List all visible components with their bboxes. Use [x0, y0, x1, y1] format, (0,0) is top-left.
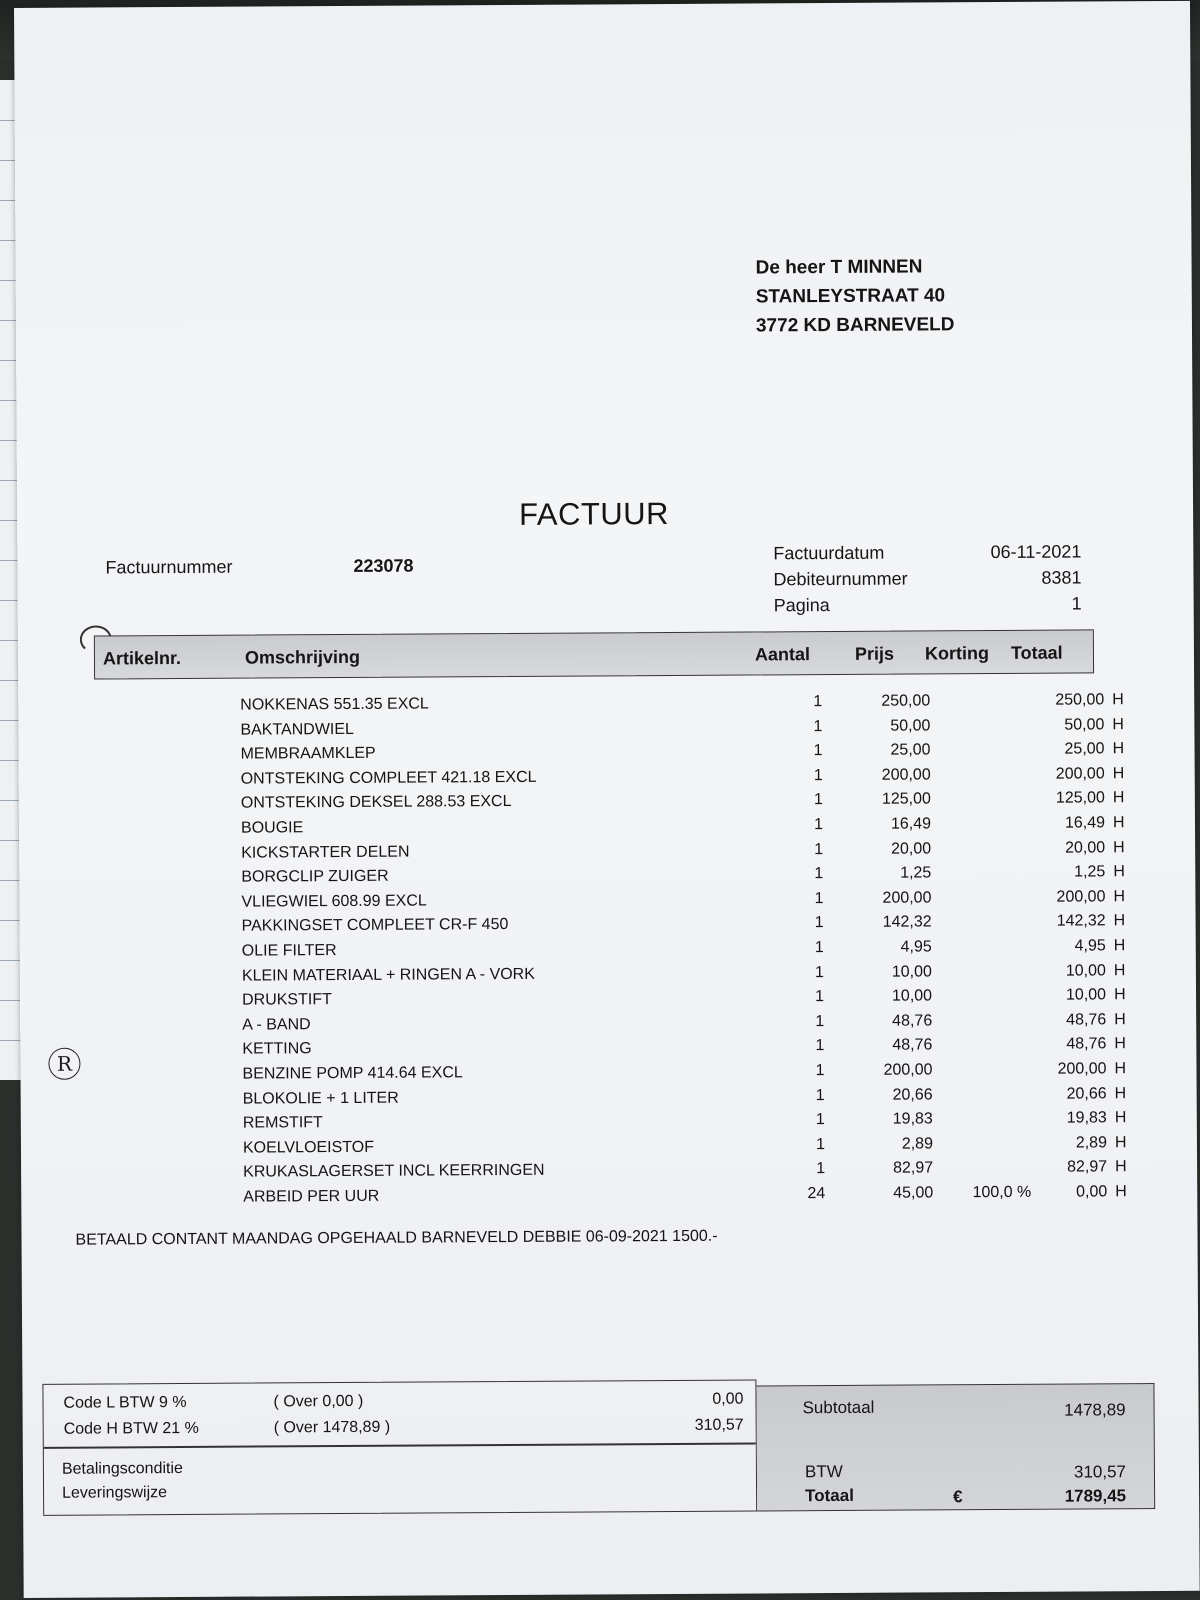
- item-price: 45,00: [893, 1184, 934, 1202]
- item-description: OLIE FILTER: [241, 941, 337, 960]
- payment-condition-label: Betalingsconditie: [61, 1459, 183, 1478]
- item-quantity: 1: [814, 963, 824, 981]
- item-quantity: 1: [813, 791, 823, 809]
- item-price: 20,00: [891, 839, 932, 858]
- item-description: BENZINE POMP 414.64 EXCL: [242, 1064, 463, 1083]
- item-quantity: 24: [807, 1184, 826, 1203]
- item-total: 2,89: [1075, 1134, 1108, 1152]
- item-quantity: 1: [813, 717, 823, 735]
- item-quantity: 1: [814, 816, 824, 834]
- page-number: 1: [1071, 593, 1082, 614]
- item-description: PAKKINGSET COMPLEET CR-F 450: [241, 916, 509, 935]
- invoice-meta: [773, 541, 1081, 621]
- item-vat-code: H: [1112, 814, 1125, 832]
- page-label: Pagina: [773, 595, 830, 616]
- item-vat-code: H: [1112, 691, 1124, 709]
- item-quantity: 1: [814, 914, 824, 932]
- item-total: 82,97: [1067, 1158, 1108, 1176]
- page-row: [774, 593, 1082, 621]
- item-quantity: 1: [815, 1061, 825, 1080]
- item-quantity: 1: [816, 1160, 826, 1178]
- item-total: 20,66: [1066, 1084, 1107, 1103]
- debtor-row: [773, 567, 1081, 595]
- invoice-sheet: [14, 1, 1200, 1598]
- item-quantity: 1: [814, 865, 824, 883]
- invoice-date: 06-11-2021: [990, 541, 1082, 563]
- item-price: 200,00: [883, 1061, 933, 1079]
- item-total: 200,00: [1056, 888, 1106, 906]
- total-label: Totaal: [805, 1485, 854, 1506]
- item-price: 1,25: [900, 864, 932, 882]
- item-total: 48,76: [1066, 1011, 1107, 1029]
- item-description: ARBEID PER UUR: [243, 1187, 380, 1206]
- item-description: BLOKOLIE + 1 LITER: [242, 1089, 399, 1108]
- item-price: 125,00: [881, 790, 931, 809]
- item-description: ONTSTEKING DEKSEL 288.53 EXCL: [240, 793, 512, 813]
- item-description: BAKTANDWIEL: [240, 720, 354, 739]
- line-items: [18, 689, 1197, 1213]
- item-vat-code: H: [1113, 863, 1125, 881]
- subtotal-value: 1478,89: [1064, 1400, 1126, 1420]
- delivery-method-label: Leveringswijze: [62, 1484, 168, 1502]
- recipient-name: De heer T MINNEN: [755, 256, 923, 279]
- col-total: Totaal: [1010, 642, 1063, 663]
- col-description: Omschrijving: [244, 646, 361, 668]
- vat-summary: [42, 1379, 757, 1515]
- item-description: ONTSTEKING COMPLEET 421.18 EXCL: [240, 768, 537, 788]
- item-total: 200,00: [1057, 1060, 1107, 1078]
- item-description: KLEIN MATERIAAL + RINGEN A - VORK: [241, 965, 535, 985]
- item-total: 200,00: [1055, 765, 1105, 783]
- item-description: VLIEGWIEL 608.99 EXCL: [241, 892, 427, 911]
- item-total: 50,00: [1064, 715, 1105, 734]
- vat-low-amount: 0,00: [712, 1390, 744, 1408]
- item-total: 16,49: [1064, 814, 1106, 832]
- item-total: 1,25: [1074, 863, 1106, 881]
- item-total: 48,76: [1066, 1035, 1107, 1053]
- item-total: 0,00: [1076, 1183, 1108, 1201]
- currency-symbol: €: [953, 1487, 963, 1507]
- debtor-label: Debiteurnummer: [773, 568, 908, 590]
- item-total: 10,00: [1065, 961, 1106, 980]
- item-total: 19,83: [1066, 1109, 1107, 1127]
- total-value: 1789,45: [1064, 1486, 1127, 1506]
- item-description: KICKSTARTER DELEN: [241, 843, 410, 862]
- table-header: [94, 629, 1094, 679]
- item-quantity: 1: [814, 889, 824, 907]
- item-vat-code: H: [1114, 1084, 1127, 1102]
- item-description: KETTING: [242, 1040, 312, 1058]
- subtotal-label: Subtotaal: [802, 1397, 875, 1418]
- item-description: KOELVLOEISTOF: [242, 1138, 375, 1157]
- item-price: 10,00: [891, 962, 932, 981]
- item-vat-code: H: [1113, 887, 1126, 906]
- item-total: 125,00: [1055, 789, 1105, 808]
- vat-high-over: ( Over 1478,89 ): [273, 1418, 391, 1437]
- item-price: 25,00: [890, 741, 931, 759]
- item-price: 82,97: [893, 1159, 934, 1177]
- col-price: Prijs: [854, 643, 895, 664]
- col-qty: Aantal: [754, 644, 811, 665]
- item-vat-code: H: [1114, 1010, 1126, 1029]
- recipient-address: [756, 252, 955, 340]
- payment-note: BETAALD CONTANT MAANDAG OPGEHAALD BARNEVELD DEBBIE 06-09-2021 1500.-: [75, 1227, 718, 1249]
- item-vat-code: H: [1114, 1109, 1127, 1127]
- item-total: 10,00: [1065, 986, 1107, 1004]
- item-description: BORGCLIP ZUIGER: [241, 867, 389, 886]
- vat-high-label: Code H BTW 21 %: [63, 1419, 199, 1438]
- item-description: REMSTIFT: [242, 1114, 323, 1132]
- item-quantity: 1: [815, 1037, 825, 1055]
- item-discount: 100,0 %: [972, 1183, 1032, 1202]
- item-vat-code: H: [1112, 789, 1125, 807]
- vat-low-label: Code L BTW 9 %: [63, 1393, 187, 1412]
- item-price: 20,66: [892, 1085, 933, 1104]
- item-quantity: 1: [814, 939, 824, 957]
- item-price: 10,00: [891, 987, 933, 1005]
- debtor-number: 8381: [1041, 567, 1082, 588]
- item-quantity: 1: [813, 742, 823, 760]
- item-vat-code: H: [1114, 1060, 1127, 1078]
- item-quantity: 1: [813, 766, 823, 784]
- item-description: KRUKASLAGERSET INCL KEERRINGEN: [243, 1162, 545, 1181]
- invoice-number: 223078: [353, 555, 414, 576]
- btw-label: BTW: [804, 1461, 843, 1482]
- item-quantity: 1: [813, 693, 823, 711]
- item-quantity: 1: [815, 1111, 825, 1129]
- footer-divider: [44, 1442, 756, 1448]
- item-vat-code: H: [1114, 1133, 1127, 1151]
- recipient-city: 3772 KD BARNEVELD: [755, 314, 955, 337]
- item-price: 19,83: [892, 1110, 933, 1128]
- totals-box: [756, 1383, 1155, 1511]
- item-price: 2,89: [901, 1135, 934, 1153]
- item-price: 250,00: [881, 692, 931, 710]
- invoice-date-label: Factuurdatum: [773, 542, 885, 564]
- item-vat-code: H: [1112, 765, 1125, 783]
- item-total: 250,00: [1055, 691, 1105, 709]
- item-price: 16,49: [890, 815, 932, 833]
- item-description: NOKKENAS 551.35 EXCL: [240, 695, 429, 714]
- recipient-street: STANLEYSTRAAT 40: [755, 285, 946, 308]
- item-quantity: 1: [814, 840, 824, 858]
- item-vat-code: H: [1113, 912, 1126, 930]
- col-article: Artikelnr.: [102, 647, 182, 669]
- col-discount: Korting: [924, 643, 990, 664]
- item-price: 142,32: [882, 913, 932, 932]
- item-total: 20,00: [1065, 838, 1106, 857]
- item-total: 25,00: [1064, 740, 1105, 758]
- invoice-date-row: [773, 541, 1081, 569]
- item-vat-code: H: [1114, 1035, 1126, 1053]
- document-title: FACTUUR: [518, 496, 670, 532]
- item-price: 200,00: [881, 766, 931, 784]
- item-description: MEMBRAAMKLEP: [240, 744, 376, 763]
- item-quantity: 1: [815, 1086, 825, 1104]
- btw-value: 310,57: [1073, 1462, 1127, 1482]
- item-price: 48,76: [892, 1036, 933, 1054]
- item-vat-code: H: [1113, 986, 1126, 1004]
- item-total: 4,95: [1074, 937, 1106, 955]
- item-quantity: 1: [815, 1135, 826, 1153]
- item-vat-code: H: [1113, 838, 1125, 856]
- item-vat-code: H: [1112, 715, 1125, 733]
- invoice-number-label: Factuurnummer: [105, 556, 233, 578]
- item-price: 48,76: [892, 1012, 933, 1030]
- item-price: 50,00: [890, 717, 931, 735]
- vat-high-amount: 310,57: [694, 1416, 744, 1434]
- item-vat-code: H: [1115, 1183, 1127, 1201]
- item-price: 200,00: [882, 889, 932, 907]
- item-vat-code: H: [1115, 1158, 1127, 1176]
- item-description: A - BAND: [242, 1015, 311, 1034]
- item-quantity: 1: [815, 1012, 825, 1030]
- item-vat-code: H: [1113, 937, 1126, 955]
- item-price: 4,95: [900, 938, 932, 956]
- item-description: DRUKSTIFT: [242, 991, 332, 1009]
- item-quantity: 1: [815, 988, 825, 1006]
- item-description: BOUGIE: [240, 819, 304, 837]
- vat-low-over: ( Over 0,00 ): [273, 1392, 364, 1411]
- item-total: 142,32: [1056, 912, 1106, 930]
- item-vat-code: H: [1112, 740, 1125, 758]
- handwritten-mark: R: [48, 1048, 80, 1080]
- item-vat-code: H: [1113, 961, 1126, 979]
